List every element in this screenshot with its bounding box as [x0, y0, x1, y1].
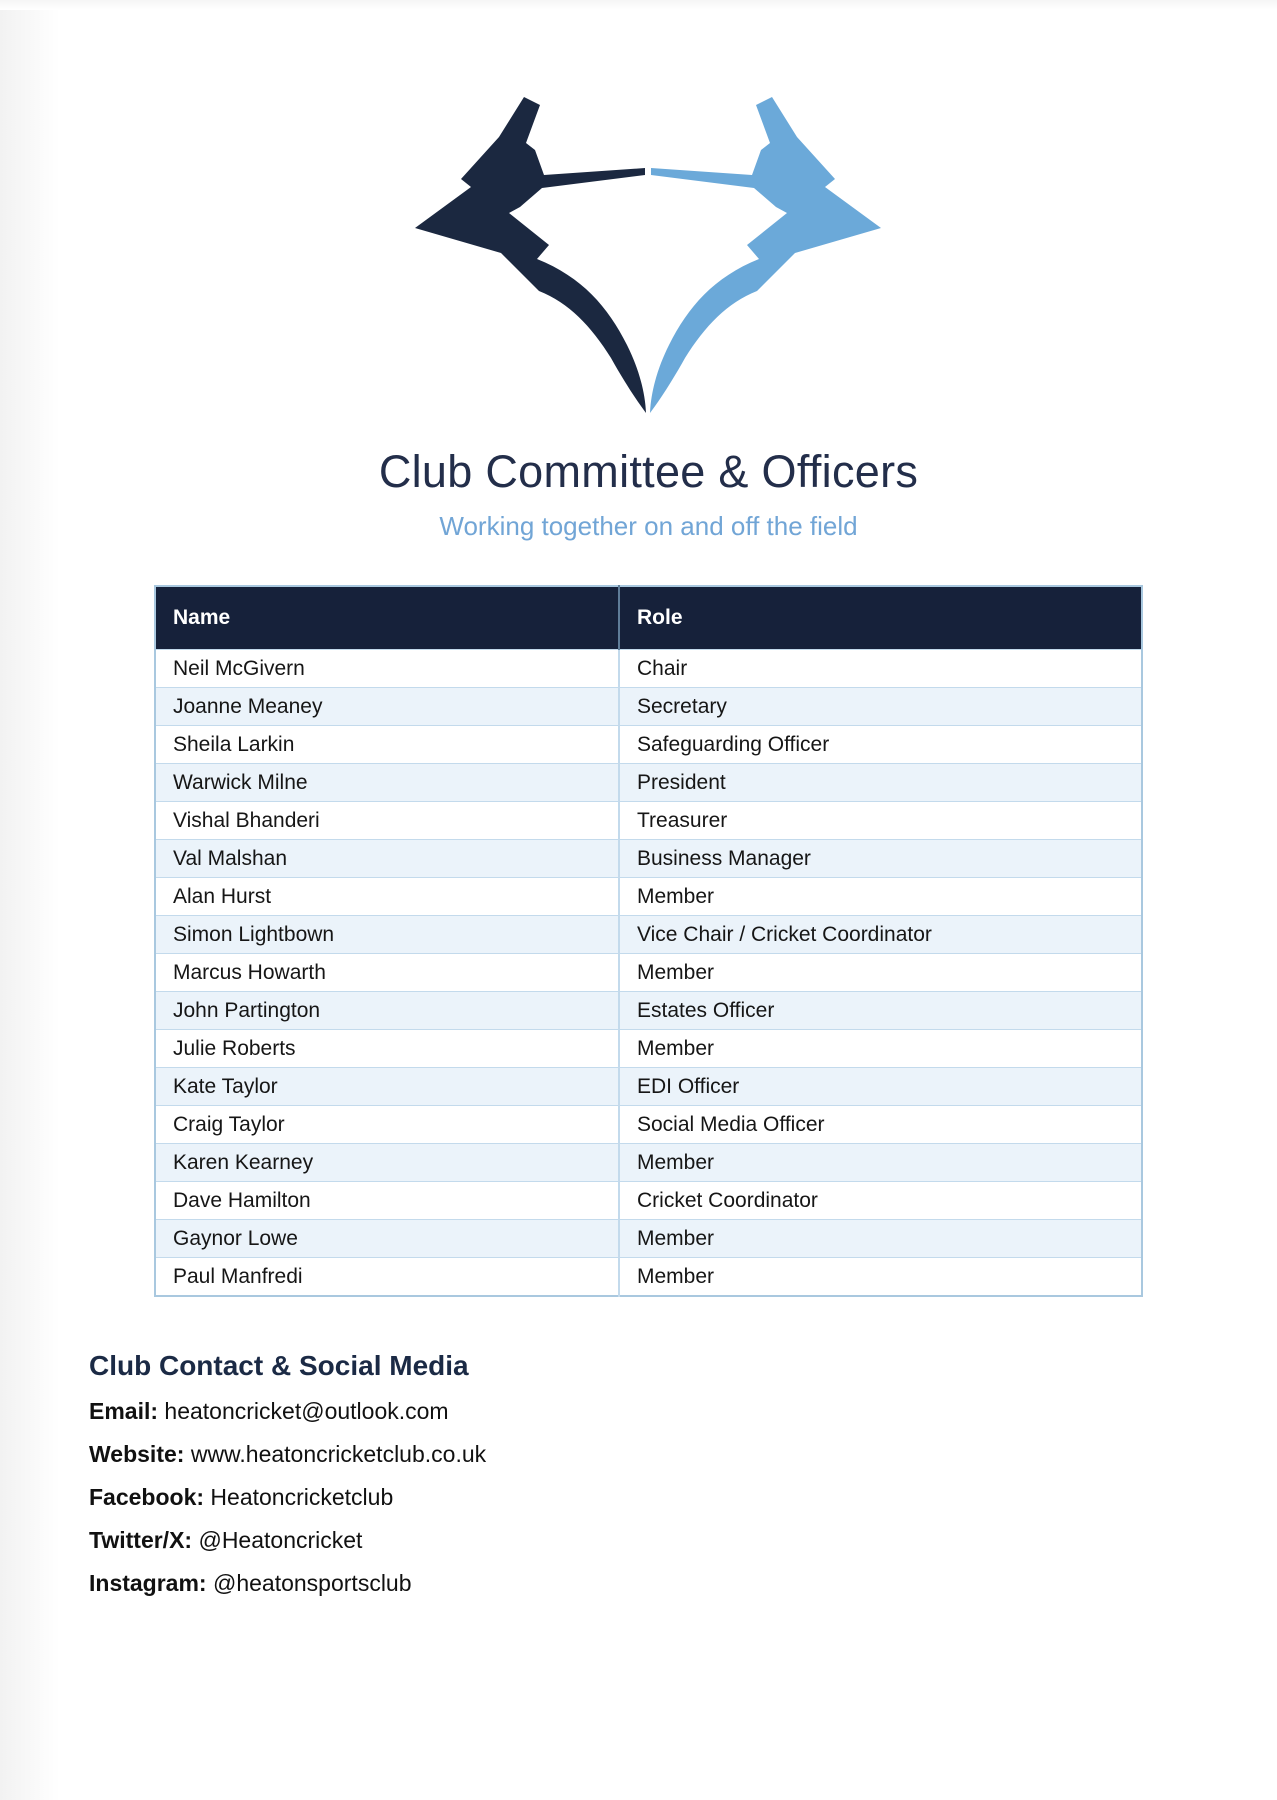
role-cell: Chair — [619, 650, 1142, 688]
role-cell: Cricket Coordinator — [619, 1182, 1142, 1220]
role-cell: Member — [619, 1144, 1142, 1182]
table-row — [155, 916, 1142, 954]
contact-label: Twitter/X: — [89, 1527, 193, 1553]
table-row — [155, 802, 1142, 840]
contact-value: Heatoncricketclub — [210, 1484, 394, 1510]
name-cell: Simon Lightbown — [155, 916, 619, 954]
name-cell: Sheila Larkin — [155, 726, 619, 764]
bull-right-half — [650, 97, 881, 413]
table-row — [155, 954, 1142, 992]
table-row — [155, 1068, 1142, 1106]
contact-value: www.heatoncricketclub.co.uk — [190, 1441, 487, 1467]
role-cell: Business Manager — [619, 840, 1142, 878]
contact-item — [89, 1484, 486, 1511]
table-row — [155, 1144, 1142, 1182]
table-row — [155, 650, 1142, 688]
bull-left-half — [415, 97, 646, 413]
name-cell: Joanne Meaney — [155, 688, 619, 726]
contact-item — [89, 1398, 486, 1425]
page-title: Club Committee & Officers — [378, 446, 919, 497]
column-header-name: Name — [155, 586, 619, 650]
page-edge-shading — [0, 0, 60, 1800]
table-row — [155, 878, 1142, 916]
table-row — [155, 1182, 1142, 1220]
contact-heading: Club Contact & Social Media — [89, 1350, 469, 1381]
column-header-role: Role — [619, 586, 1142, 650]
contact-item — [89, 1527, 486, 1554]
role-cell: Safeguarding Officer — [619, 726, 1142, 764]
contact-label: Facebook: — [89, 1484, 205, 1510]
contact-value: @heatonsportsclub — [212, 1570, 412, 1596]
role-cell: Social Media Officer — [619, 1106, 1142, 1144]
role-cell: EDI Officer — [619, 1068, 1142, 1106]
table-row — [155, 764, 1142, 802]
role-cell: President — [619, 764, 1142, 802]
contact-label: Website: — [89, 1441, 185, 1467]
name-cell: Julie Roberts — [155, 1030, 619, 1068]
name-cell: Val Malshan — [155, 840, 619, 878]
name-cell: Gaynor Lowe — [155, 1220, 619, 1258]
table-header — [155, 586, 1142, 650]
role-cell: Estates Officer — [619, 992, 1142, 1030]
name-cell: Craig Taylor — [155, 1106, 619, 1144]
name-cell: Alan Hurst — [155, 878, 619, 916]
name-cell: Karen Kearney — [155, 1144, 619, 1182]
role-cell: Member — [619, 1220, 1142, 1258]
name-cell: John Partington — [155, 992, 619, 1030]
page-subtitle: Working together on and off the field — [439, 511, 858, 541]
contact-item — [89, 1570, 486, 1597]
table-row — [155, 1258, 1142, 1297]
name-cell: Dave Hamilton — [155, 1182, 619, 1220]
role-cell: Member — [619, 1258, 1142, 1297]
name-cell: Warwick Milne — [155, 764, 619, 802]
contact-label: Instagram: — [89, 1570, 207, 1596]
role-cell: Treasurer — [619, 802, 1142, 840]
bull-head-icon — [412, 95, 884, 417]
table-row — [155, 688, 1142, 726]
contact-item — [89, 1441, 486, 1468]
table-row — [155, 1030, 1142, 1068]
name-cell: Kate Taylor — [155, 1068, 619, 1106]
name-cell: Neil McGivern — [155, 650, 619, 688]
role-cell: Vice Chair / Cricket Coordinator — [619, 916, 1142, 954]
table-row — [155, 992, 1142, 1030]
name-cell: Paul Manfredi — [155, 1258, 619, 1297]
name-cell: Marcus Howarth — [155, 954, 619, 992]
club-logo — [412, 95, 884, 417]
table-row — [155, 840, 1142, 878]
role-cell: Member — [619, 878, 1142, 916]
table-row — [155, 1106, 1142, 1144]
page-edge-shading-top — [0, 0, 1277, 10]
committee-table — [154, 585, 1143, 1297]
table-row — [155, 1220, 1142, 1258]
role-cell: Secretary — [619, 688, 1142, 726]
table-row — [155, 726, 1142, 764]
contact-value: @Heatoncricket — [198, 1527, 363, 1553]
name-cell: Vishal Bhanderi — [155, 802, 619, 840]
contact-section — [89, 1350, 486, 1613]
role-cell: Member — [619, 954, 1142, 992]
role-cell: Member — [619, 1030, 1142, 1068]
contact-value: heatoncricket@outlook.com — [164, 1398, 449, 1424]
contact-label: Email: — [89, 1398, 159, 1424]
